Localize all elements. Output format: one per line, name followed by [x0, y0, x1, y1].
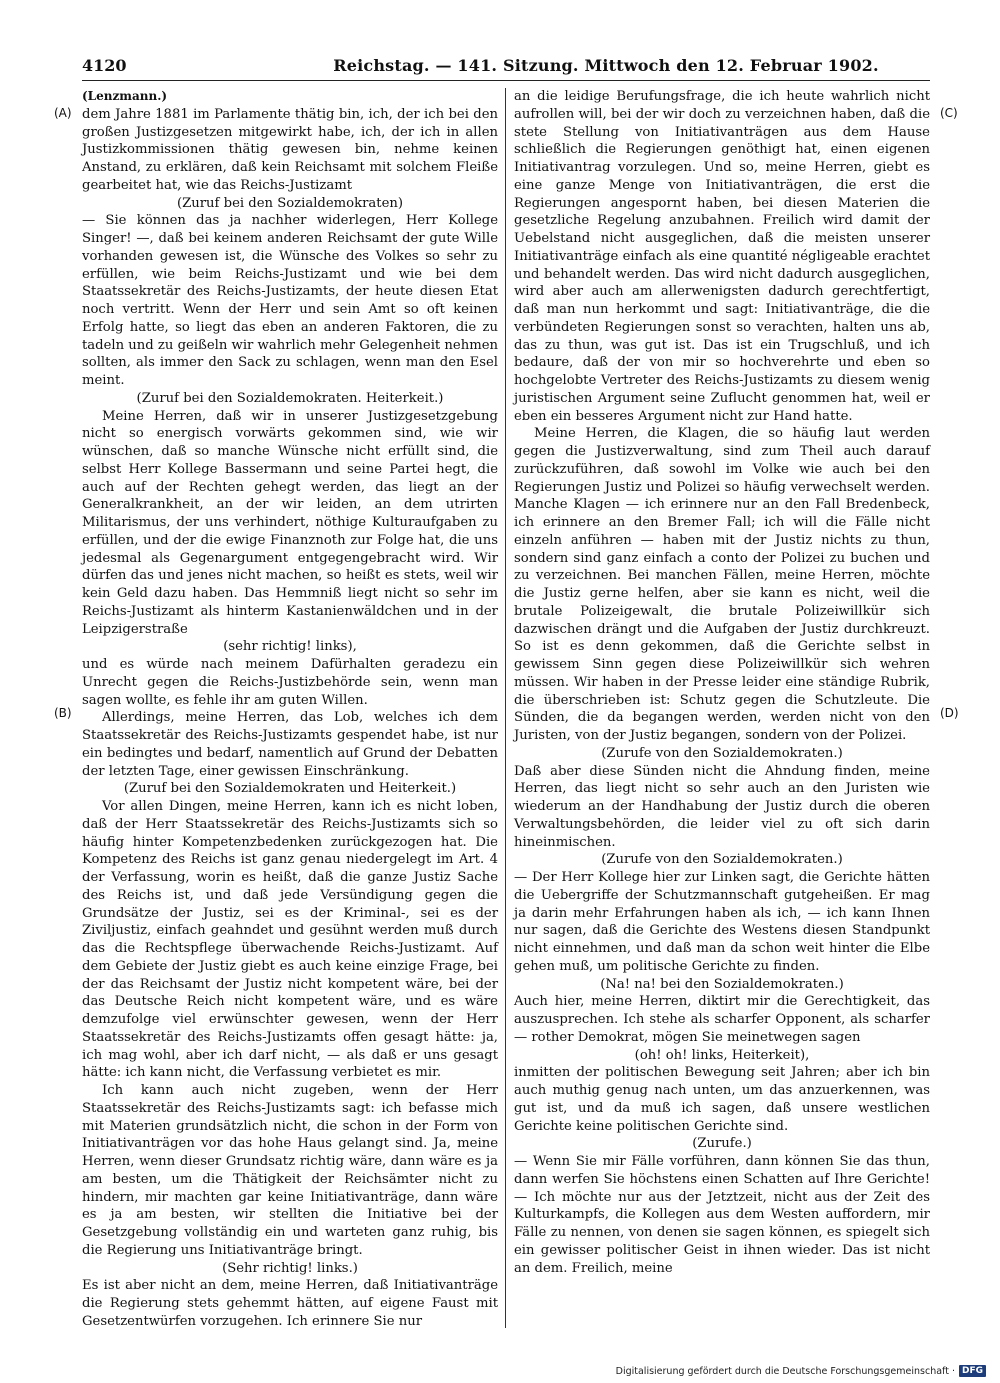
paragraph: Allerdings, meine Herren, das Lob, welches ich dem Staatssekretär des Reichs-Justizamts gespendet habe, ist nur ein bedingtes und bedarf, namentlich auf Grund der Debatten der letzten Tage, einer gewissen Einschränkung.	[82, 710, 498, 779]
paragraph: Meine Herren, die Klagen, die so häufig laut werden gegen die Justizverwaltung, sind zum Theil auch darauf zurückzuführen, daß sowohl im Volke wie auch bei den Regierungen Justiz und Polizei so häufig verwechselt werden. Manche Klagen — ich erinnere nur an den Fall Bredenbeck, ich erinnere an den Bremer Fall; ich will die Fälle nicht einzeln anführen — haben mit der Justiz nichts zu thun, sondern sind ganz einfach a conto der Polizei zu buchen und zu verzeichnen. Bei manchen Fällen, meine Herren, möchte die Justiz gerne helfen, aber sie kann es nicht, weil die brutale Polizeigewalt, die brutale Polizeiwillkür sich dazwischen drängt und die Aufgaben der Justiz durchkreuzt. So ist es denn gekommen, daß die Gerichte selbst in gewissem Sinn gegen diese Polizeiwillkür sich wehren müssen. Wir haben in der Presse leider eine ständige Rubrik, die überschrieben ist: Schutz gegen die Schutzleute. Die Sünden, die da begangen werden, werden nicht von den Juristen, von der Justiz begangen, sondern von der Polizei.	[514, 426, 930, 743]
paragraph: — Der Herr Kollege hier zur Linken sagt, die Gerichte hätten die Uebergriffe der Schutzmannschaft gutgeheißen. Er mag ja darin mehr Erfahrungen haben als ich, — ich kann Ihnen nur sagen, daß die Gerichte des Westens diesen Standpunkt nicht einnehmen, und daß man da schon weit hinter die Elbe gehen muß, um politische Gerichte zu finden.	[514, 870, 930, 974]
paragraph: Auch hier, meine Herren, diktirt mir die Gerechtigkeit, das auszusprechen. Ich stehe als scharfer Opponent, als scharfer — rother Demokrat, mögen Sie meinetwegen sagen	[514, 994, 930, 1045]
paragraph: Es ist aber nicht an dem, meine Herren, daß Initiativanträge die Regierung stets gehemmt hätten, auf eigene Faust mit Gesetzentwürfen vorzugehen. Ich erinnere Sie nur	[82, 1278, 498, 1329]
margin-marker-d: (D)	[940, 706, 959, 720]
interjection: (Zuruf bei den Sozialdemokraten. Heiterkeit.)	[136, 390, 444, 406]
dfg-logo-icon: DFG	[959, 1365, 986, 1377]
paragraph: und es würde nach meinem Dafürhalten geradezu ein Unrecht gegen die Reichs-Justizbehörde sein, wenn man sagen wollte, es fehle ihr am guten Willen.	[82, 657, 498, 708]
paragraph: inmitten der politischen Bewegung seit Jahren; aber ich bin auch muthig genug nach unten, um das anzuerkennen, was gut ist, und da muß ich sagen, daß unsere westlichen Gerichte keine politischen Gerichte sind.	[514, 1065, 930, 1134]
interjection: (Zuruf bei den Sozialdemokraten und Heiterkeit.)	[123, 781, 457, 797]
interjection: (Sehr richtig! links.)	[222, 1260, 358, 1276]
paragraph: — Wenn Sie mir Fälle vorführen, dann können Sie das thun, dann werfen Sie höchstens einen Schatten auf Ihre Gerichte! — Ich möchte nur aus der Jetztzeit, nicht aus der Zeit des Kulturkampfs, die Kollegen aus dem Westen auffordern, mir Fälle zu nennen, von denen sie sagen können, es spiegelt sich ein gewisser politischer Geist in ihnen wieder. Das ist nicht an dem. Freilich, meine	[514, 1154, 930, 1276]
margin-marker-a: (A)	[54, 106, 72, 120]
interjection: (Zurufe von den Sozialdemokraten.)	[601, 745, 843, 761]
running-title: Reichstag. — 141. Sitzung. Mittwoch den 12. Februar 1902.	[333, 56, 879, 75]
interjection: (Na! na! bei den Sozialdemokraten.)	[600, 976, 844, 992]
paragraph: an die leidige Berufungsfrage, die ich heute wahrlich nicht aufrollen will, bei der wir doch zu verzeichnen haben, daß die stete Stellung von Initiativanträgen aus dem Hause schließlich die Regierungen genöthigt hat, einen eigenen Initiativantrag vorzulegen. Und so, meine Herren, giebt es eine ganze Menge von Initiativanträgen, die erst die Regierungen angespornt haben, bei diesen Materien die gesetzliche Regelung anzubahnen. Freilich wird damit der Uebelstand nicht ausgeglichen, daß die meisten unserer Initiativanträge einfach als eine quantité négligeable erachtet und behandelt werden. Das wird nicht dadurch ausgeglichen, wird aber auch am allerwenigsten dadurch gerechtfertigt, daß man nun herkommt und sagt: Initiativanträge, die die verbündeten Regierungen sonst so verachten, halten uns ab, das zu thun, was gut ist. Das ist ein Trugschluß, und ich bedaure, daß der von mir so hochverehrte und eben so hochgelobte Vertreter des Reichs-Justizamts zu diesem wenig juristischen Argument seine Zuflucht genommen hat, weil er eben ein besseres Argument nicht zur Hand hatte.	[514, 89, 930, 424]
interjection: (sehr richtig! links),	[223, 639, 357, 655]
margin-marker-c: (C)	[940, 106, 958, 120]
credit-text: Digitalisierung gefördert durch die Deutsche Forschungsgemeinschaft ·	[615, 1365, 955, 1377]
interjection: (Zuruf bei den Sozialdemokraten)	[176, 195, 404, 211]
speaker-label: (Lenzmann.)	[82, 89, 168, 103]
right-column	[514, 88, 930, 1277]
paragraph: Meine Herren, daß wir in unserer Justizgesetzgebung nicht so energisch vorwärts gekommen sind, wie wir wünschen, daß so manche Wünsche nicht erfüllt sind, die selbst Herr Kollege Bassermann und seine Partei hegt, die auch auf der Rechten gehegt werden, das liegt an der Generalkrankheit, an der wir leiden, an dem utrirten Militarismus, der uns verhindert, nöthige Kulturaufgaben zu erfüllen, und der die ewige Finanznoth zur Folge hat, die uns jedesmal als Gegenargument entgegengebracht wird. Wir dürfen das und jenes nicht machen, so heißt es stets, weil wir kein Geld dazu haben. Das Hemmniß liegt nicht so sehr im Reichs-Justizamt als hinterm Kastanienwäldchen und in der Leipzigerstraße	[82, 408, 498, 637]
paragraph: Vor allen Dingen, meine Herren, kann ich es nicht loben, daß der Herr Staatssekretär des Reichs-Justizamts sich so häufig hinter Kompetenzbedenken zurückgezogen hat. Die Kompetenz des Reichs ist ganz genau niedergelegt im Art. 4 der Verfassung, worin es heißt, daß die ganze Justiz Sache des Reichs ist, und daß jede Versündigung gegen die Grundsätze der Justiz, sei es der Kriminal-, sei es der Ziviljustiz, einfach geahndet und gesühnt werden muß durch das die Rechtspflege überwachende Reichs-Justizamt. Auf dem Gebiete der Justiz giebt es auch keine einzige Frage, bei der das Reichsamt der Justiz nicht kompetent wäre, bei der das Deutsche Reich nicht kompetent wäre, und es wäre demzufolge viel erwünschter gewesen, wenn der Herr Staatssekretär des Reichs-Justizamts offen gesagt hätte: ja, ich mag wohl, aber ich darf nicht, — als daß er uns gesagt hätte: ich kann nicht, die Verfassung verbietet es mir.	[82, 799, 498, 1081]
page-number: 4120	[82, 56, 127, 75]
interjection: (Zurufe.)	[692, 1136, 752, 1152]
paragraph: Daß aber diese Sünden nicht die Ahndung finden, meine Herren, das liegt nicht so sehr auch an den Juristen wie wiederum an der Handhabung der Justiz durch die oberen Verwaltungsbehörden, die leider viel zu oft sich darin hineinmischen.	[514, 763, 930, 850]
paragraph: — Sie können das ja nachher widerlegen, Herr Kollege Singer! —, daß bei keinem anderen Reichsamt der gute Wille vorhanden gewesen ist, die Wünsche des Volkes so sehr zu erfüllen, wie beim Reichs-Justizamt und wie bei dem Staatssekretär des Reichs-Justizamts, der heute diesen Etat noch vertritt. Wenn der Herr und sein Amt so oft keinen Erfolg hatte, so liegt das eben an anderen Faktoren, die zu tadeln und zu geißeln wir wahrlich mehr Gelegenheit nehmen sollten, als immer den Sack zu schlagen, wenn man den Esel meint.	[82, 213, 498, 388]
page-header	[82, 56, 930, 81]
left-column	[82, 88, 498, 1331]
interjection: (oh! oh! links, Heiterkeit),	[634, 1047, 810, 1063]
paragraph: Ich kann auch nicht zugeben, wenn der Herr Staatssekretär des Reichs-Justizamts sagt: ich befasse mich mit Materien grundsätzlich nicht, die schon in der Form von Initiativanträgen vor das hohe Haus gelangt sind. Ja, meine Herren, wenn dieser Grundsatz richtig wäre, dann wäre es ja am besten, um die Thätigkeit der Reichsämter nicht zu hindern, mir machten gar keine Initiativanträge, dann wäre es ja am besten, wir stellten die Initiative bei der Gesetzgebung vollständig ein und warteten ganz ruhig, bis die Regierung uns Initiativanträge bringt.	[82, 1083, 498, 1258]
column-divider	[505, 88, 506, 1328]
paragraph: dem Jahre 1881 im Parlamente thätig bin, ich, der ich bei den großen Justizgesetzen mitgewirkt habe, ich, der ich in allen Justizkommissionen thätig gewesen bin, nehme keinen Anstand, zu erklären, daß kein Reichsamt mit solchem Fleiße gearbeitet hat, wie das Reichs-Justizamt	[82, 106, 498, 193]
interjection: (Zurufe von den Sozialdemokraten.)	[601, 852, 843, 868]
margin-marker-b: (B)	[54, 706, 72, 720]
digitization-credit	[616, 1365, 986, 1377]
